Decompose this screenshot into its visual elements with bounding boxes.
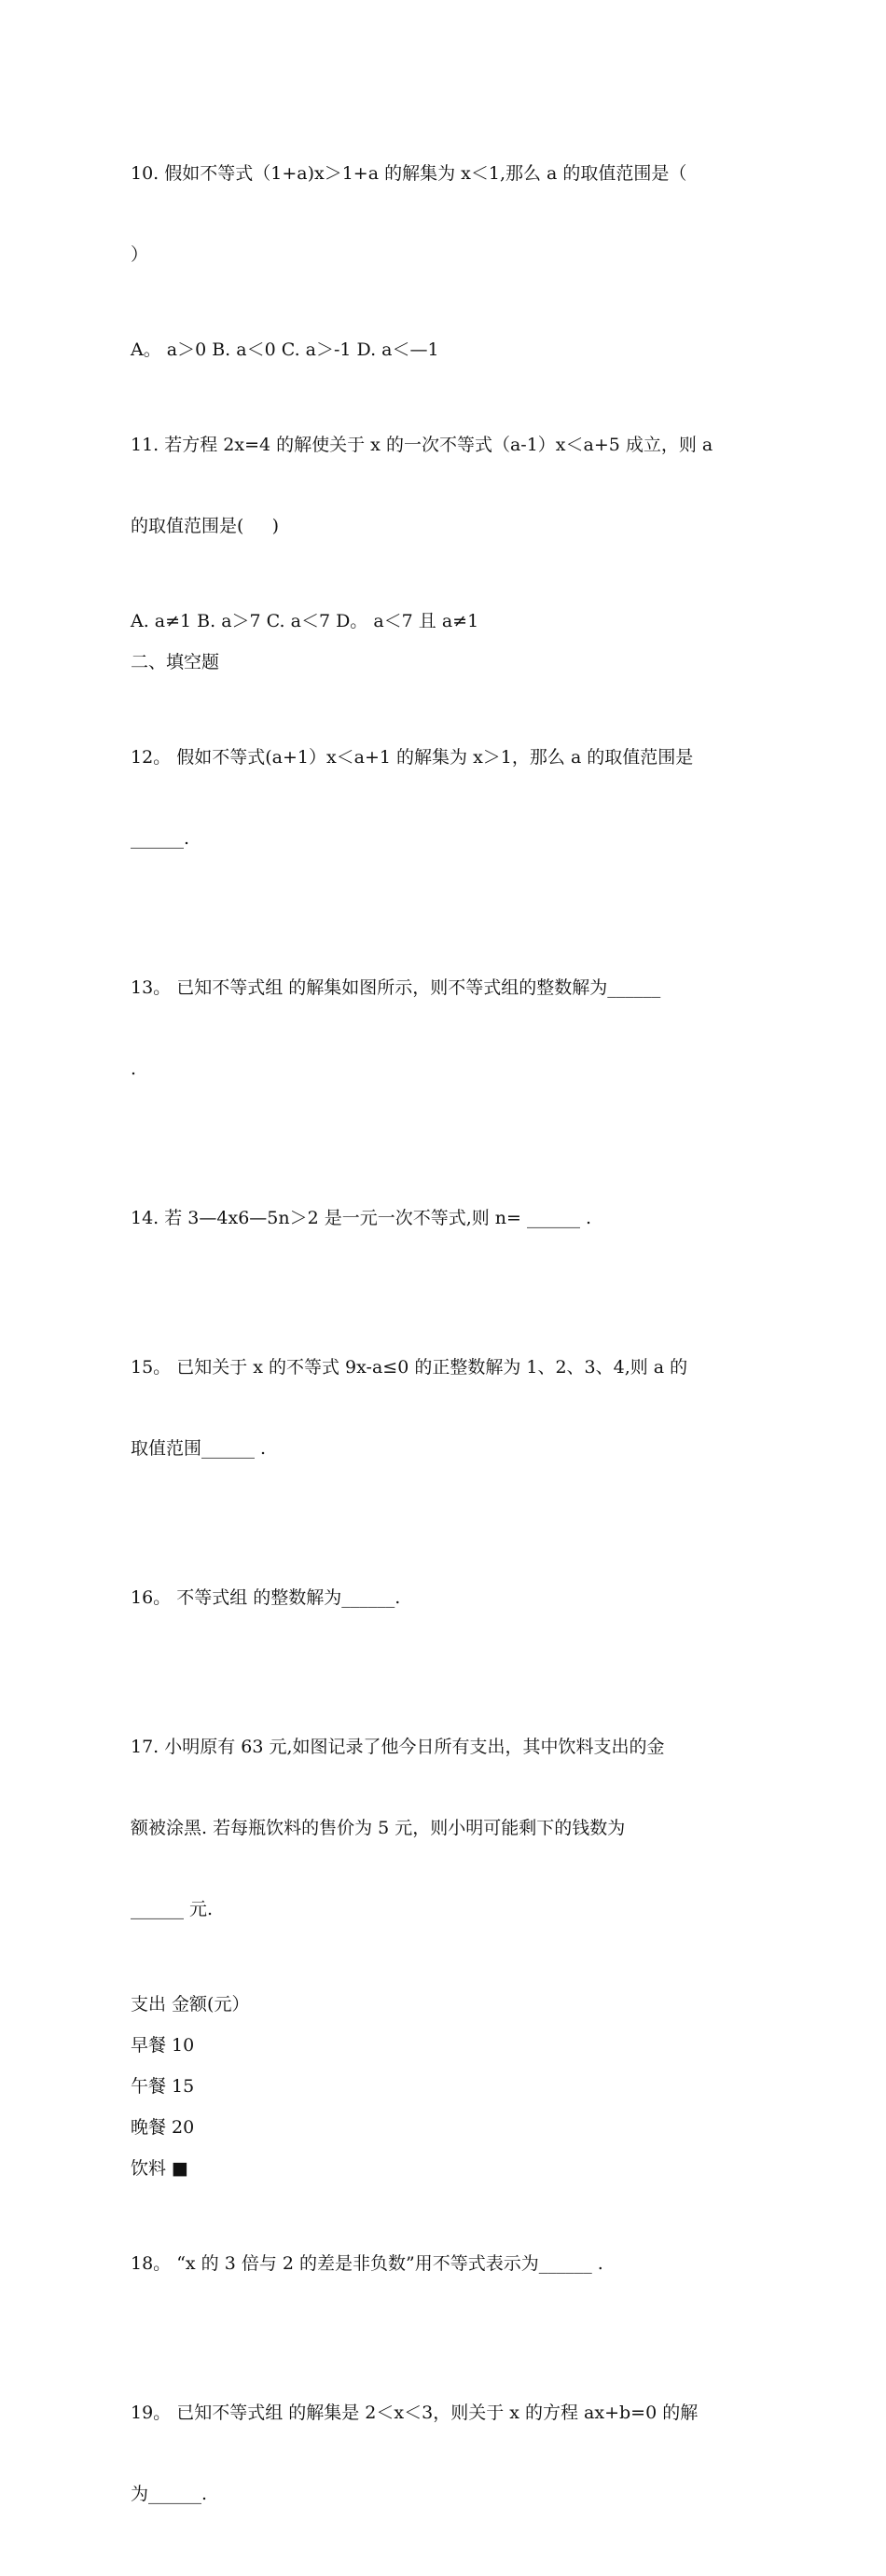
question-15-text-line-2: 取值范围______ .: [131, 1438, 267, 1459]
question-13: [131, 921, 755, 1137]
question-14-text-line-1: 14. 若 3—4x6—5n＞2 是一元一次不等式,则 n= ______ .: [131, 1208, 592, 1228]
question-15: [131, 1300, 755, 1517]
question-10: [131, 106, 755, 323]
expense-row-dinner: 晚餐 20: [131, 2117, 195, 2138]
question-13-text-line-1: 13。 已知不等式组 的解集如图所示，则不等式组的整数解为______: [131, 977, 661, 998]
question-17: [131, 1680, 755, 1977]
question-11-options: A. a≠1 B. a＞7 C. a＜7 D。 a＜7 且 a≠1: [131, 611, 479, 631]
question-16: [131, 1530, 755, 1666]
section-heading: 二、填空题: [131, 652, 220, 672]
expense-row-lunch: 午餐 15: [131, 2076, 195, 2097]
question-12-text-line-2: ______.: [131, 828, 190, 849]
question-18-text-line-1: 18。 “x 的 3 倍与 2 的差是非负数”用不等式表示为______ .: [131, 2253, 603, 2274]
question-17-text-line-3: ______ 元.: [131, 1899, 214, 1919]
question-17-text-line-2: 额被涂黑. 若每瓶饮料的售价为 5 元，则小明可能剩下的钱数为: [131, 1818, 626, 1838]
question-17-text-line-1: 17. 小明原有 63 元,如图记录了他今日所有支出，其中饮料支出的金: [131, 1737, 665, 1757]
document-page: [131, 106, 755, 2576]
expense-table-header: 支出 金额(元）: [131, 1994, 250, 2015]
question-11-text-line-1: 11. 若方程 2x=4 的解使关于 x 的一次不等式（a-1）x＜a+5 成立，则 a: [131, 435, 713, 455]
question-11-text-line-2: 的取值范围是( ): [131, 516, 280, 536]
question-19: [131, 2346, 755, 2562]
question-15-text-line-1: 15。 已知关于 x 的不等式 9x-a≤0 的正整数解为 1、2、3、4,则 a 的: [131, 1357, 688, 1378]
question-16-text-line-1: 16。 不等式组 的整数解为______.: [131, 1587, 401, 1608]
question-10-options: A。 a＞0 B. a＜0 C. a＞-1 D. a＜—1: [131, 339, 439, 360]
question-19-text-line-1: 19。 已知不等式组 的解集是 2＜x＜3，则关于 x 的方程 ax+b=0 的解: [131, 2403, 699, 2423]
expense-row-drinks: 饮料 ■: [131, 2158, 188, 2179]
question-12-text-line-1: 12。 假如不等式(a+1）x＜a+1 的解集为 x＞1，那么 a 的取值范围是: [131, 747, 694, 768]
question-12: [131, 690, 755, 907]
question-18: [131, 2196, 755, 2332]
question-13-text-line-2: .: [131, 1059, 137, 1079]
question-14: [131, 1151, 755, 1286]
expense-row-breakfast: 早餐 10: [131, 2035, 195, 2056]
question-11: [131, 378, 755, 594]
question-10-text-line-2: ）: [131, 244, 149, 265]
question-19-text-line-2: 为______.: [131, 2484, 208, 2504]
question-10-text-line-1: 10. 假如不等式（1+a)x＞1+a 的解集为 x＜1,那么 a 的取值范围是（: [131, 163, 687, 184]
